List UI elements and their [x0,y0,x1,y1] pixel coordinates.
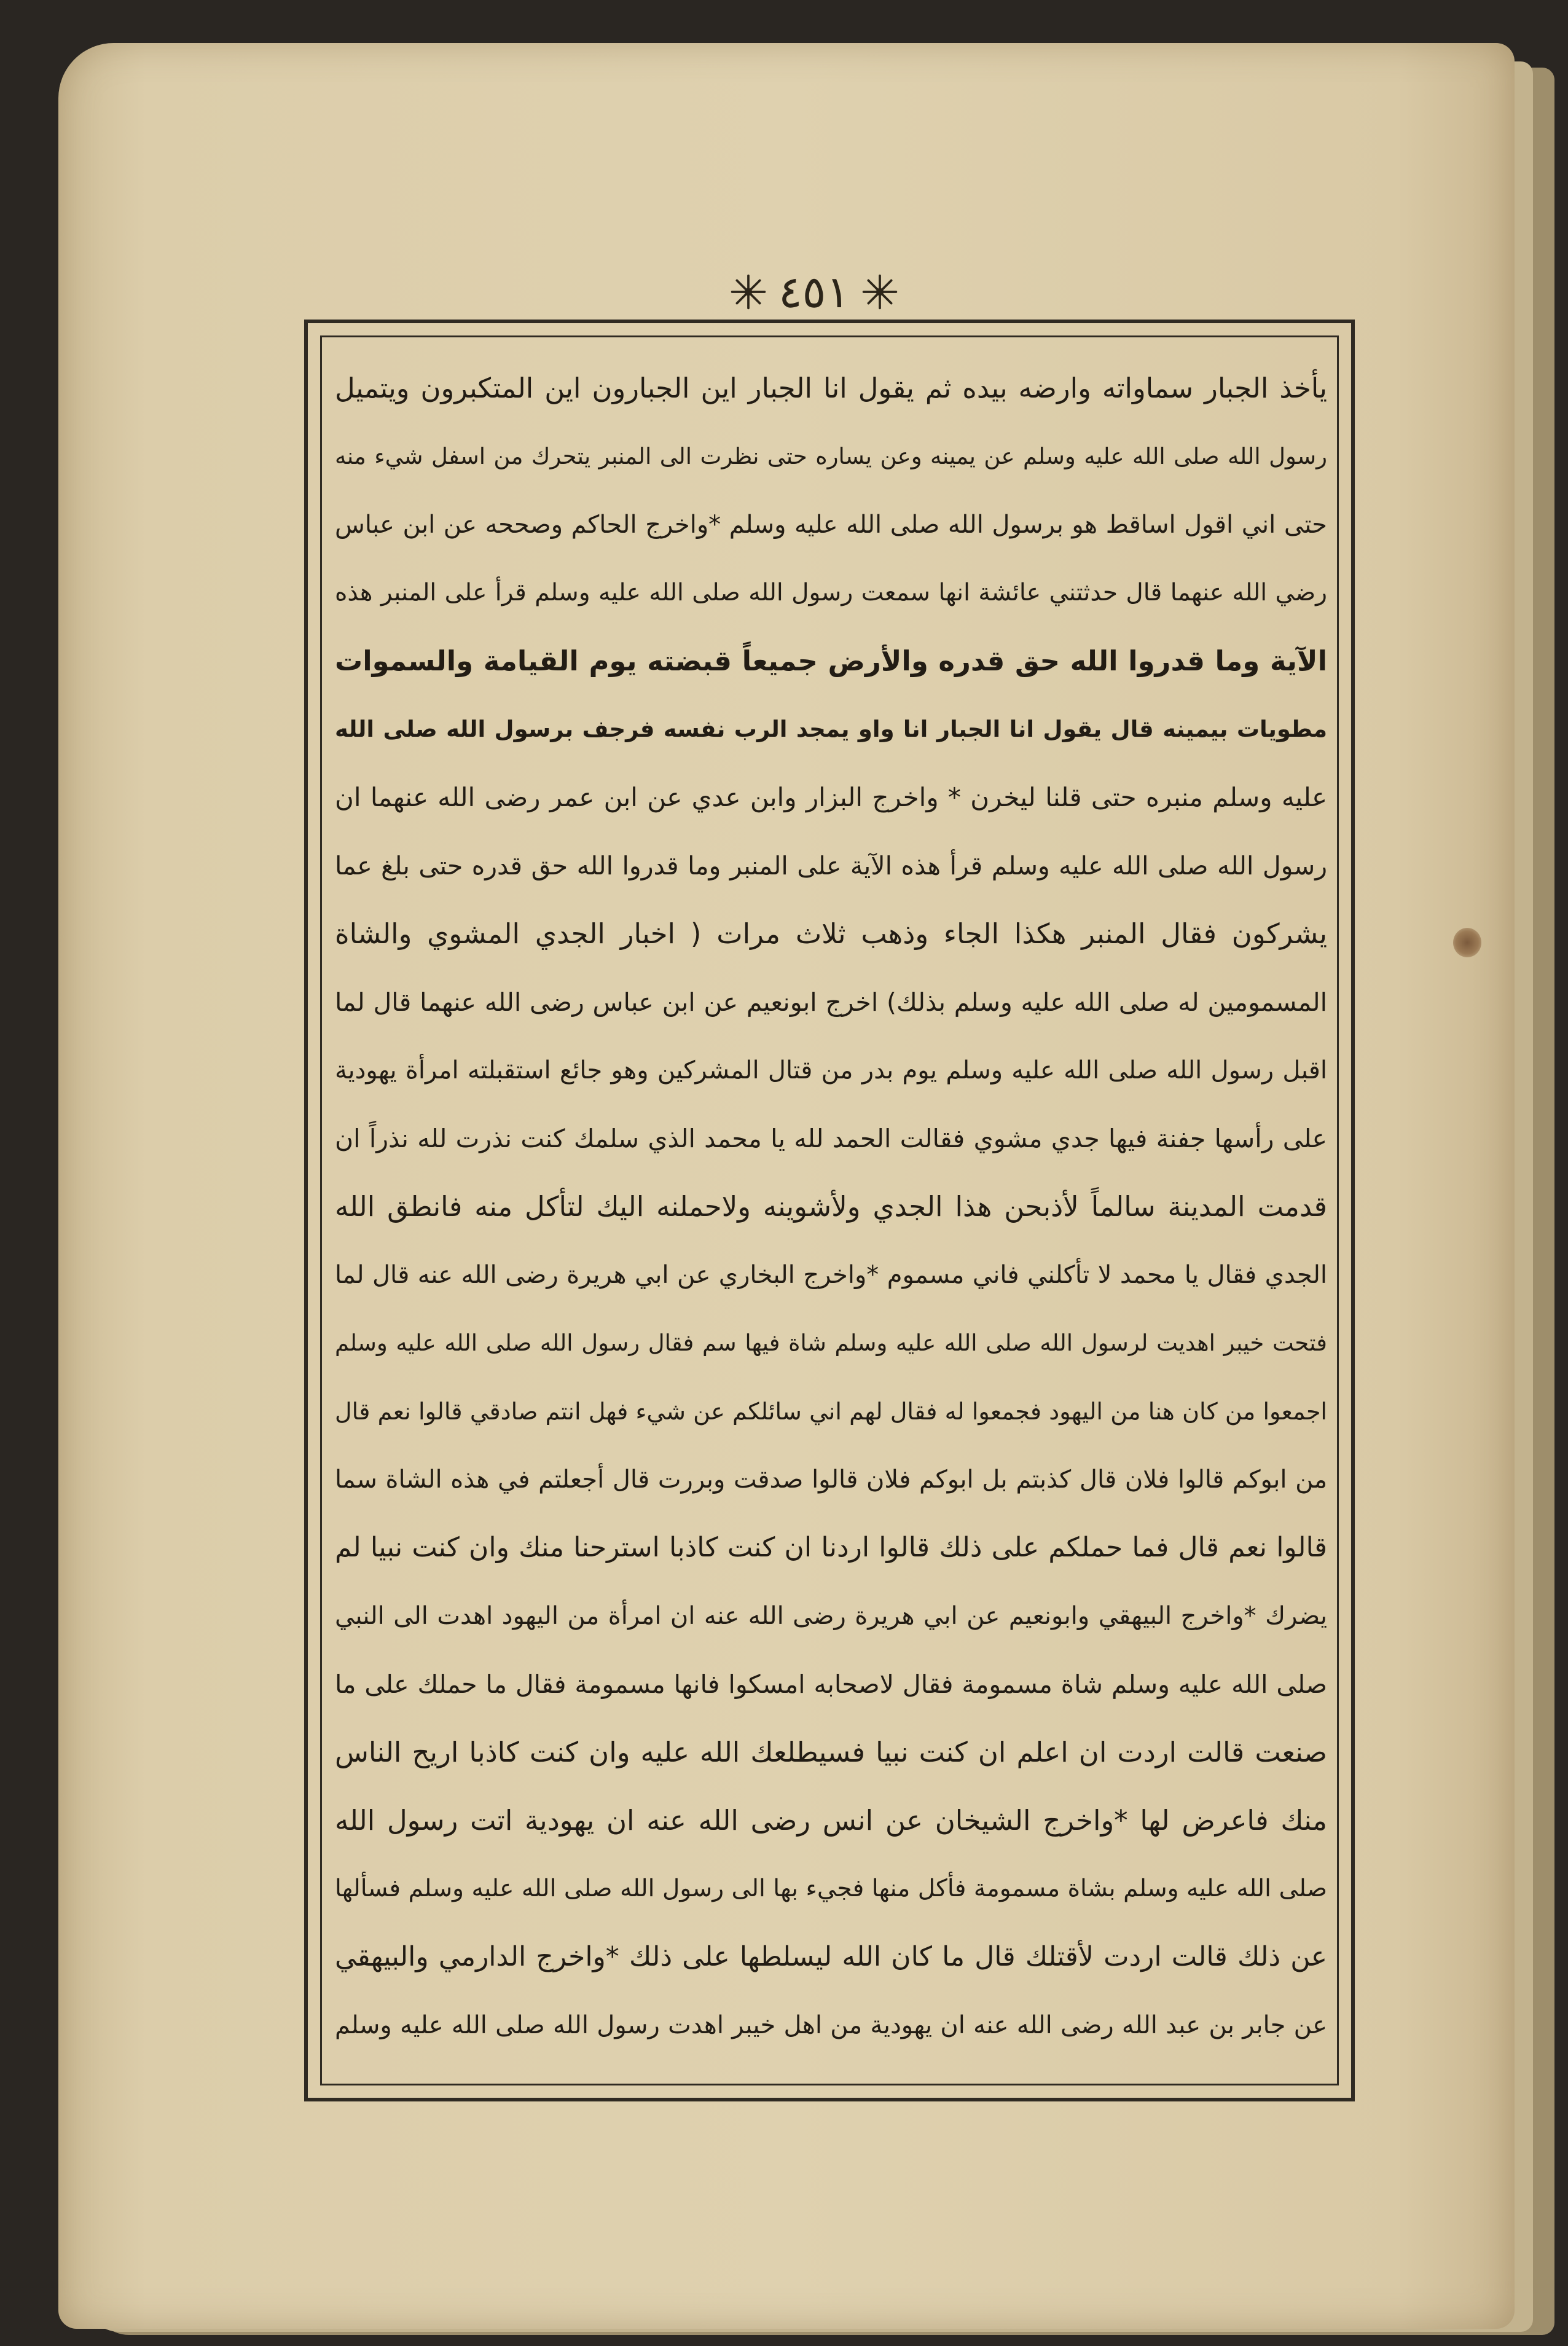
text-line: صلى الله عليه وسلم شاة مسمومة فقال لاصحابه امسكوا فانها مسمومة فقال ما حملك على ما [335,1669,1327,1699]
text-line-quran-verse: مطويات بيمينه قال يقول انا الجبار انا واو يمجد الرب نفسه فرجف برسول الله صلى الله [335,716,1327,742]
text-line: اقبل رسول الله صلى الله عليه وسلم يوم بدر من قتال المشركين وهو جائع استقبلته امرأة يهودية [335,1056,1327,1085]
text-line: يأخذ الجبار سماواته وارضه بيده ثم يقول انا الجبار اين الجبارون اين المتكبرون ويتميل [335,372,1327,404]
stain-mark [1453,928,1481,957]
text-line: يشركون فقال المنبر هكذا الجاء وذهب ثلاث مرات ( اخبار الجدي المشوي والشاة [335,917,1327,950]
text-line: رضي الله عنهما قال حدثتني عائشة انها سمعت رسول الله صلى الله عليه وسلم قرأ على المنبر هذه [335,579,1327,606]
text-line: يضرك *واخرج البيهقي وابونعيم عن ابي هريرة رضى الله عنه ان امرأة من اليهود اهدت الى النبي [335,1602,1327,1630]
text-line: المسمومين له صلى الله عليه وسلم بذلك) اخرج ابونعيم عن ابن عباس رضى الله عنهما قال لما [335,987,1327,1017]
text-line: عن جابر بن عبد الله رضى الله عنه ان يهودية من اهل خيبر اهدت رسول الله صلى الله عليه وسلم [335,2011,1327,2039]
text-line: على رأسها جفنة فيها جدي مشوي فقالت الحمد لله يا محمد الذي سلمك كنت نذرت لله نذراً ان [335,1124,1327,1153]
text-line: قدمت المدينة سالماً لأذبحن هذا الجدي ولأشوينه ولاحملنه اليك لتأكل منه فانطق الله [335,1190,1327,1223]
ornament-right-icon [729,273,767,311]
text-line: الجدي فقال يا محمد لا تأكلني فاني مسموم *واخرج البخاري عن ابي هريرة رضى الله عنه قال لما [335,1261,1327,1289]
text-line: اجمعوا من كان هنا من اليهود فجمعوا له فقال لهم اني سائلكم عن شيء فهل انتم صادقي قالوا نعم قال [335,1398,1327,1425]
text-line-quran-verse: الآية وما قدروا الله حق قدره والأرض جميعاً قبضته يوم القيامة والسموات [335,645,1327,677]
text-line: عليه وسلم منبره حتى قلنا ليخرن * واخرج البزار وابن عدي عن ابن عمر رضى الله عنهما ان [335,782,1327,812]
text-line: من ابوكم قالوا فلان قال كذبتم بل ابوكم فلان قالوا صدقت وبررت قال أجعلتم في هذه الشاة سما [335,1465,1327,1494]
text-line: عن ذلك قالت اردت لأقتلك قال ما كان الله ليسلطها على ذلك *واخرج الدارمي والبيهقي [335,1941,1327,1972]
text-line: منك فاعرض لها *واخرج الشيخان عن انس رضى الله عنه ان يهودية اتت رسول الله [335,1804,1327,1837]
body-text [335,350,1327,2065]
ornament-left-icon [861,273,899,311]
text-line: حتى اني اقول اساقط هو برسول الله صلى الله عليه وسلم *واخرج الحاكم وصححه عن ابن عباس [335,511,1327,539]
page-number: ٤٥١ [778,266,850,318]
text-line: فتحت خيبر اهديت لرسول الله صلى الله عليه وسلم شاة فيها سم فقال رسول الله صلى الله عليه وسلم [335,1330,1327,1356]
text-line: قالوا نعم قال فما حملكم على ذلك قالوا اردنا ان كنت كاذبا استرحنا منك وان كنت نبيا لم [335,1532,1327,1563]
page-header [704,258,925,326]
text-line: صنعت قالت اردت ان اعلم ان كنت نبيا فسيطلعك الله عليه وان كنت كاذبا اريح الناس [335,1736,1327,1768]
text-line: رسول الله صلى الله عليه وسلم قرأ هذه الآية على المنبر وما قدروا الله حق قدره حتى بلغ عما [335,851,1327,881]
text-line: رسول الله صلى الله عليه وسلم عن يمينه وعن يساره حتى نظرت الى المنبر يتحرك من اسفل شيء منه [335,443,1327,469]
text-line: صلى الله عليه وسلم بشاة مسمومة فأكل منها فجيء بها الى رسول الله صلى الله عليه وسلم فسألها [335,1875,1327,1902]
